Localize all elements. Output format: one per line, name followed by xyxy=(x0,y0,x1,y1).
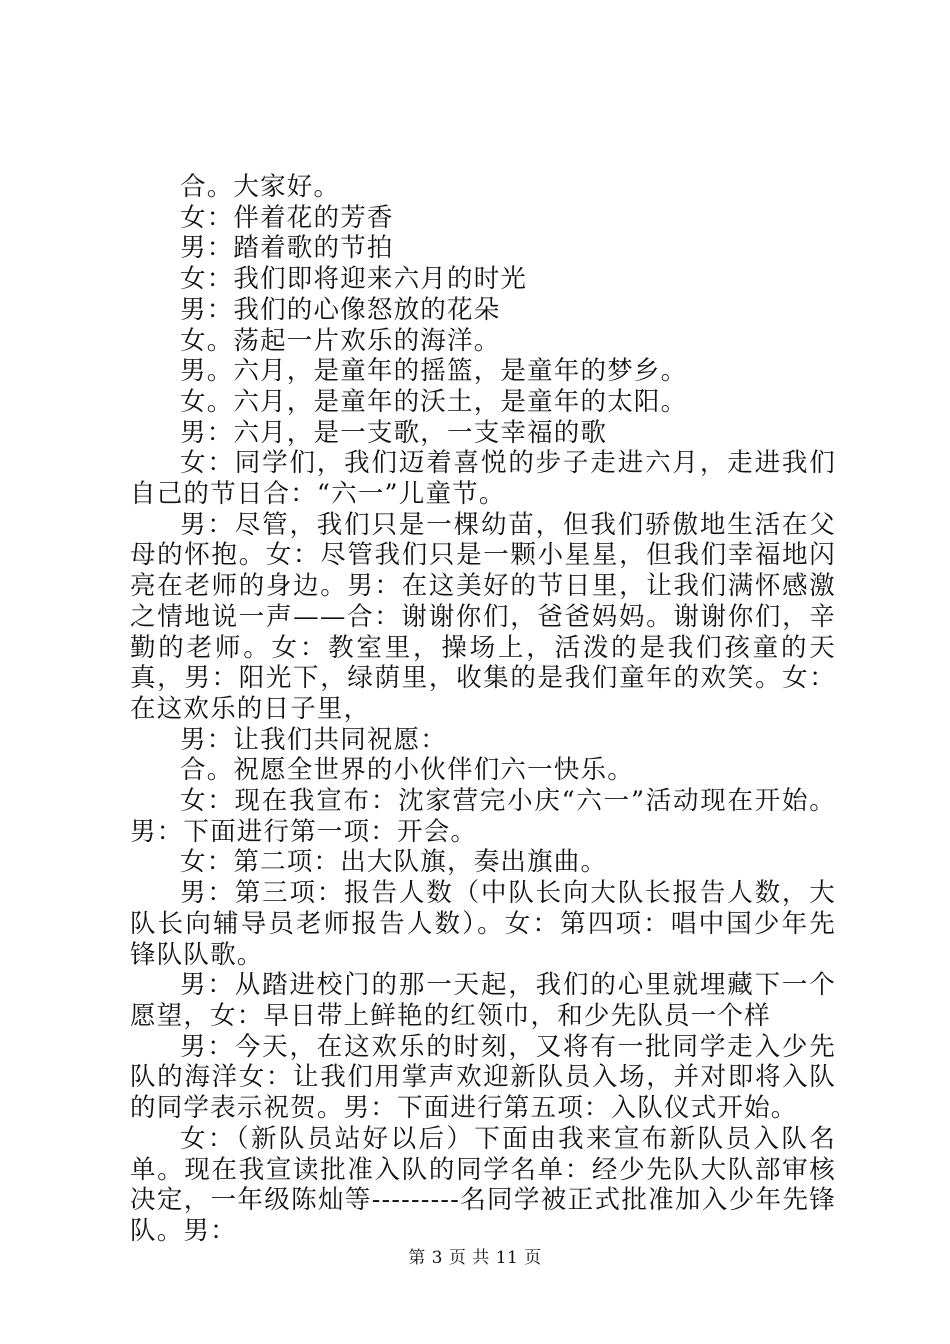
paragraph: 男：让我们共同祝愿： xyxy=(180,724,448,755)
paragraph: 女：伴着花的芳香 xyxy=(180,202,394,233)
paragraph: 男：踏着歌的节拍 xyxy=(180,233,394,264)
paragraph: 男：六月，是一支歌，一支幸福的歌 xyxy=(180,417,608,448)
paragraph: 男：我们的心像怒放的花朵 xyxy=(180,294,501,325)
page-footer xyxy=(0,1243,950,1268)
paragraph: 女：现在我宣布：沈家营完小庆“六一”活动现在开始。男：下面进行第一项：开会。 xyxy=(130,786,836,847)
paragraph: 男：尽管，我们只是一棵幼苗，但我们骄傲地生活在父母的怀抱。女：尽管我们只是一颗小星星，但我们幸福地闪亮在老师的身边。男：在这美好的节日里，让我们满怀感激之情地说一声——合：谢谢你们，爸爸妈妈。谢谢你们，辛勤的老师。女：教室里，操场上，活泼的是我们孩童的天真，男：阳光下，绿荫里，收集的是我们童年的欢笑。女：在这欢乐的日子里， xyxy=(130,509,836,724)
paragraph: 男：今天，在这欢乐的时刻，又将有一批同学走入少先队的海洋女：让我们用掌声欢迎新队员入场，并对即将入队的同学表示祝贺。男：下面进行第五项：入队仪式开始。 xyxy=(130,1031,836,1124)
paragraph: 女：（新队员站好以后）下面由我来宣布新队员入队名单。现在我宣读批准入队的同学名单：经少先队大队部审核决定，一年级陈灿等---------名同学被正式批准加入少年先锋队。男： xyxy=(130,1123,836,1246)
paragraph: 男：从踏进校门的那一天起，我们的心里就埋藏下一个愿望，女：早日带上鲜艳的红领巾，和少先队员一个样 xyxy=(130,970,836,1031)
paragraph: 男：第三项：报告人数（中队长向大队长报告人数，大队长向辅导员老师报告人数）。女：第四项：唱中国少年先锋队队歌。 xyxy=(130,878,836,970)
paragraph: 合。大家好。 xyxy=(180,172,341,202)
page-number: 第 3 页 共 11 页 xyxy=(408,1248,542,1268)
paragraph: 合。祝愿全世界的小伙伴们六一快乐。 xyxy=(180,755,634,786)
paragraph: 女。荡起一片欢乐的海洋。 xyxy=(180,325,501,356)
paragraph: 女。六月，是童年的沃土，是童年的太阳。 xyxy=(180,386,688,417)
paragraph: 女：我们即将迎来六月的时光 xyxy=(180,264,528,295)
paragraph: 女：同学们，我们迈着喜悦的步子走进六月，走进我们自己的节日合：“六一”儿童节。 xyxy=(130,448,836,510)
body-text xyxy=(130,172,836,1247)
paragraph: 女：第二项：出大队旗，奏出旗曲。 xyxy=(180,847,608,878)
paragraph: 男。六月，是童年的摇篮，是童年的梦乡。 xyxy=(180,356,688,387)
